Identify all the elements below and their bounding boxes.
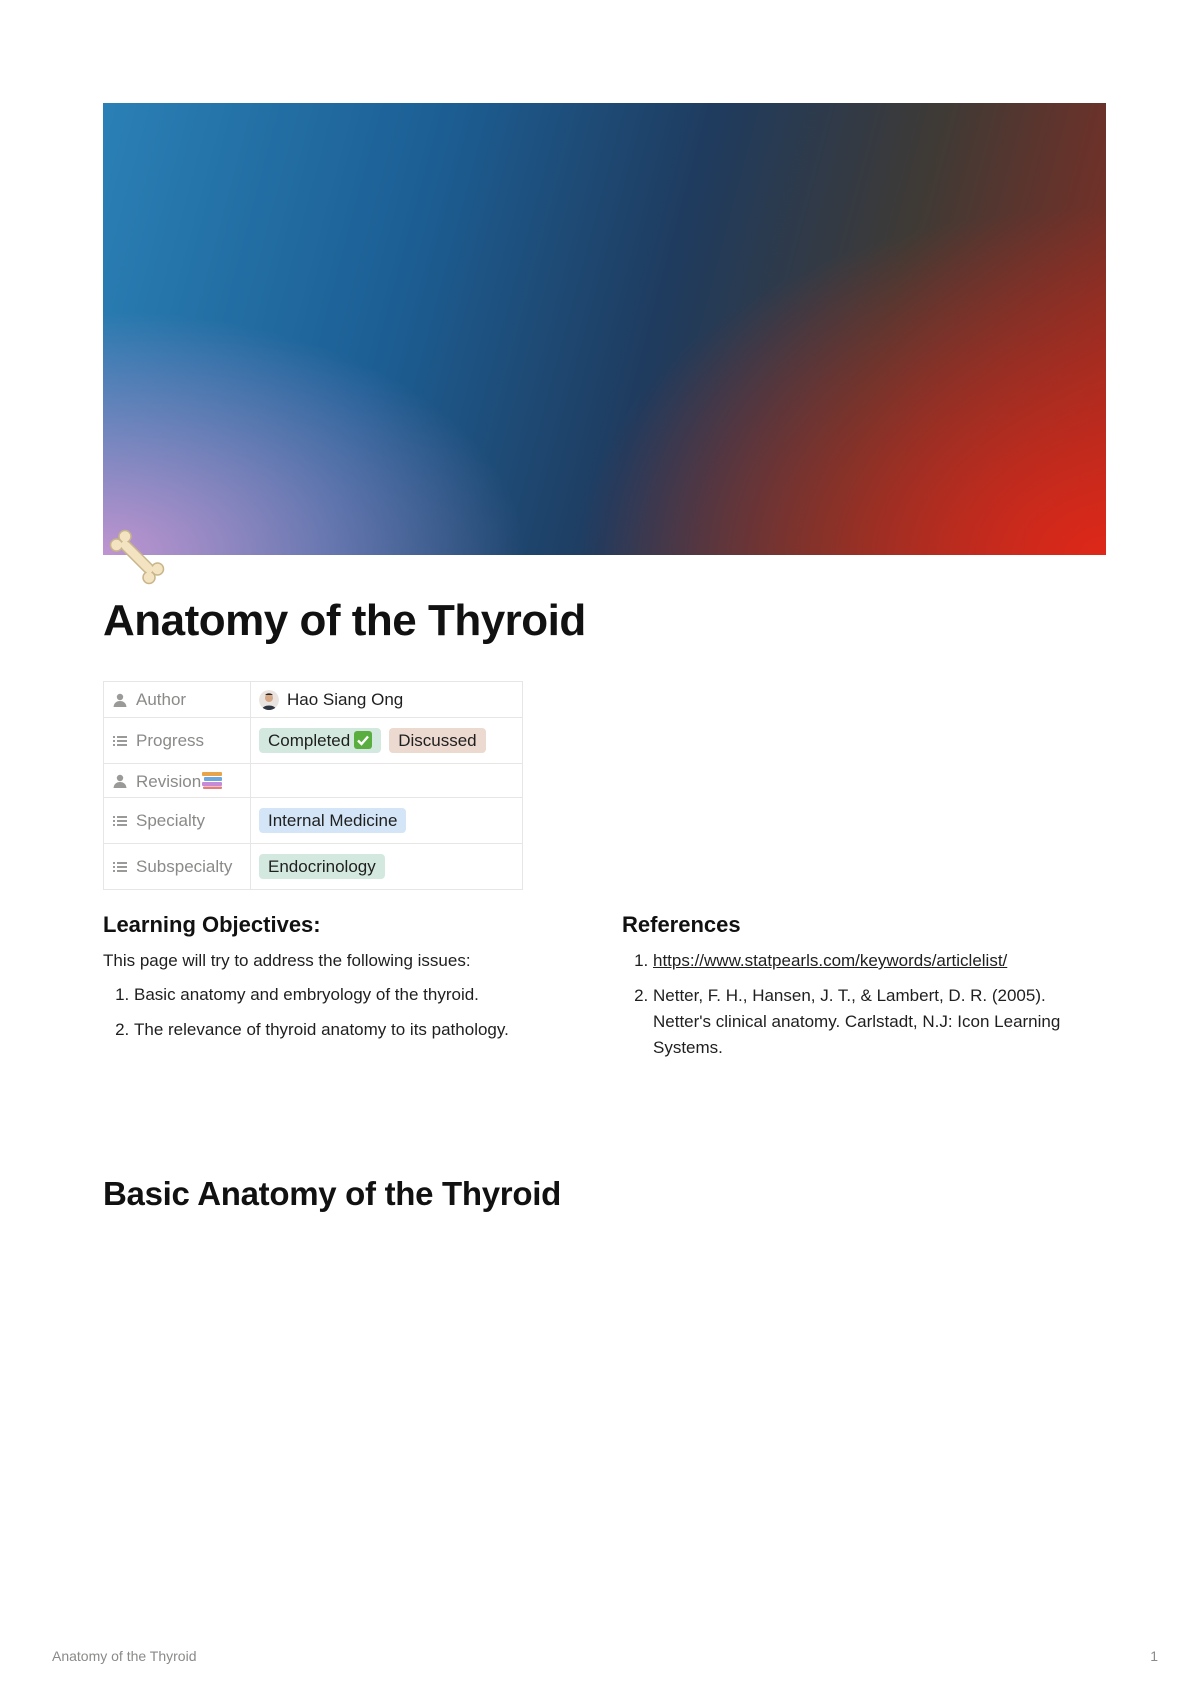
property-value[interactable] [251,844,523,890]
learning-objectives-column [103,912,573,1052]
property-key[interactable] [104,718,251,764]
property-key[interactable] [104,798,251,844]
cover-image [103,103,1106,555]
list-item [653,948,1106,974]
property-row-subspecialty [104,844,523,890]
property-label: Revision [136,770,223,792]
property-label: Author [136,689,187,709]
list-icon [112,813,128,829]
properties-table [103,681,523,890]
reference-link[interactable]: https://www.statpearls.com/keywords/articlelist/ [653,951,1008,970]
tag-discussed: Discussed [389,728,485,753]
objectives-intro: This page will try to address the following issues: [103,951,471,970]
property-value[interactable] [251,764,523,798]
property-row-progress [104,718,523,764]
references-heading: References [622,912,741,937]
page-title: Anatomy of the Thyroid [103,596,586,645]
list-item: 2. Netter, F. H., Hansen, J. T., & Lambert, D. R. (2005). Netter's clinical anatomy. Carlstadt, N.J: Icon Learning Systems. [653,983,1106,1061]
tag-internal-medicine: Internal Medicine [259,808,406,833]
objectives-list [103,982,573,1043]
property-row-revision [104,764,523,798]
check-mark-icon [354,731,372,749]
books-icon [201,770,223,790]
property-value[interactable] [251,682,523,718]
property-label: Progress [136,730,205,750]
bone-icon [104,524,170,590]
property-key[interactable] [104,764,251,798]
tag-completed: Completed [259,728,381,753]
objectives-heading: Learning Objectives: [103,912,321,937]
list-icon [112,733,128,749]
references-list [622,948,1106,1061]
property-label: Specialty [136,810,205,830]
avatar [259,690,279,710]
property-key[interactable] [104,844,251,890]
page-number: 1 [1150,1648,1158,1664]
person-icon [112,692,128,708]
author-name: Hao Siang Ong [287,689,404,709]
property-row-author [104,682,523,718]
section-heading: Basic Anatomy of the Thyroid [103,1175,561,1212]
property-value[interactable] [251,798,523,844]
property-label: Subspecialty [136,856,233,876]
list-item: 2. The relevance of thyroid anatomy to its pathology. [134,1017,573,1043]
property-value[interactable] [251,718,523,764]
list-item: 1. Basic anatomy and embryology of the thyroid. [134,982,573,1008]
property-row-specialty [104,798,523,844]
property-key[interactable] [104,682,251,718]
person-icon [112,773,128,789]
list-icon [112,859,128,875]
references-column [622,912,1106,1070]
footer-title: Anatomy of the Thyroid [52,1648,197,1664]
tag-endocrinology: Endocrinology [259,854,385,879]
